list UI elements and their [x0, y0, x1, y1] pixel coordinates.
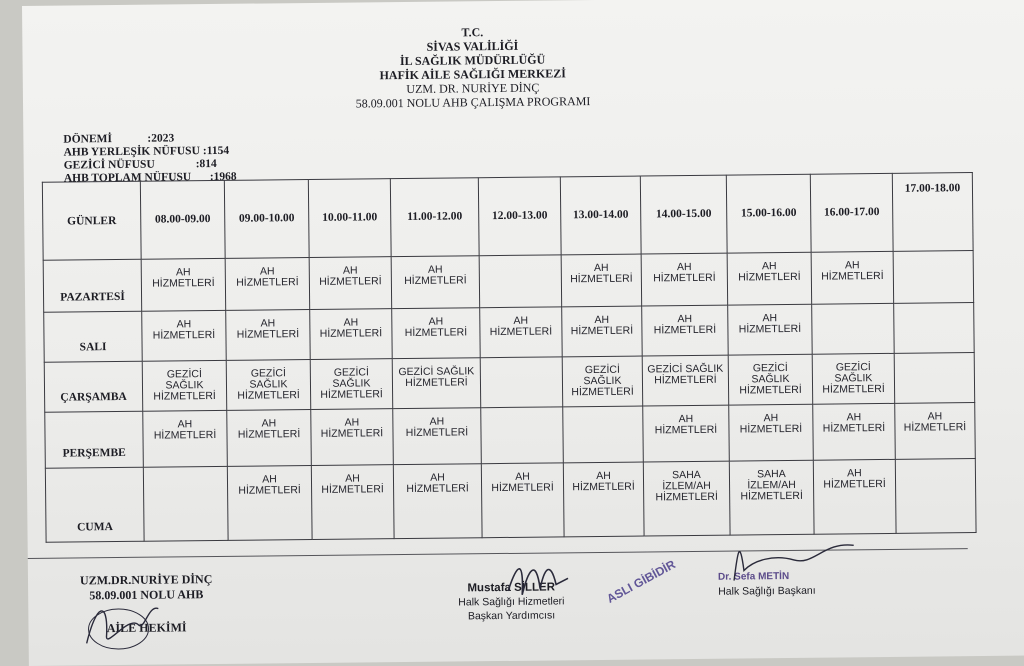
- president-title: Halk Sağlığı Başkanı: [718, 584, 816, 598]
- document-header: [22, 21, 923, 114]
- schedule-cell: AH HİZMETLERİ: [309, 257, 392, 310]
- schedule-cell: AH HİZMETLERİ: [727, 252, 812, 305]
- doctor-title: AİLE HEKİMİ: [106, 620, 187, 636]
- info-label: DÖNEMİ: [63, 133, 113, 146]
- schedule-cell: AH HİZMETLERİ: [311, 409, 394, 466]
- schedule-cell: AH HİZMETLERİ: [393, 464, 482, 539]
- info-value: :814: [195, 157, 217, 171]
- time-slot-header: 13.00-14.00: [560, 176, 641, 255]
- schedule-cell: AH HİZMETLERİ: [225, 258, 310, 311]
- header-mudurluk: İL SAĞLIK MÜDÜRLÜĞÜ: [399, 52, 546, 69]
- time-slot-header: 10.00-11.00: [308, 179, 391, 258]
- schedule-cell: AH HİZMETLERİ: [642, 305, 729, 356]
- day-label: PERŞEMBE: [45, 411, 144, 468]
- schedule-row: [45, 403, 976, 469]
- info-value: :1968: [209, 170, 237, 184]
- time-slot-header: 14.00-15.00: [640, 175, 727, 254]
- schedule-cell: AH HİZMETLERİ: [813, 403, 896, 460]
- deputy-title: Başkan Yardımcısı: [467, 609, 556, 623]
- schedule-cell: [894, 303, 975, 354]
- schedule-cell: AH HİZMETLERİ: [481, 463, 564, 538]
- schedule-cell: AH HİZMETLERİ: [227, 465, 312, 540]
- schedule-cell: AH HİZMETLERİ: [143, 410, 228, 467]
- day-label: ÇARŞAMBA: [44, 361, 143, 412]
- schedule-cell: AH HİZMETLERİ: [562, 306, 643, 357]
- schedule-cell: GEZİCİ SAĞLIK HİZMETLERİ: [392, 358, 481, 409]
- schedule-cell: [895, 459, 976, 534]
- header-asm: HAFİK AİLE SAĞLIĞI MERKEZİ: [379, 66, 566, 83]
- deputy-signature: [498, 550, 589, 611]
- schedule-cell: [812, 303, 895, 354]
- schedule-cell: GEZİCİ SAĞLIK HİZMETLERİ: [728, 354, 813, 405]
- schedule-cell: AH HİZMETLERİ: [227, 409, 312, 466]
- schedule-cell: SAHA İZLEM/AH HİZMETLERİ: [643, 461, 730, 536]
- info-label: AHB YERLEŞİK NÜFUSU: [63, 145, 200, 159]
- schedule-cell: [894, 353, 975, 404]
- president-name: Dr. Sefa METİN: [717, 570, 790, 583]
- doctor-signature: [78, 595, 169, 656]
- days-column-header: GÜNLER: [42, 181, 141, 260]
- time-slot-header: 08.00-09.00: [140, 180, 225, 259]
- schedule-table: [42, 172, 977, 543]
- deputy-name: Mustafa SİLLER: [467, 581, 556, 595]
- deputy-department: Halk Sağlığı Hizmetleri: [458, 595, 565, 609]
- schedule-cell: AH HİZMETLERİ: [392, 308, 481, 359]
- time-slot-header: 17.00-18.00: [892, 173, 973, 252]
- schedule-cell: GEZİCİ SAĞLIK HİZMETLERİ: [226, 360, 311, 411]
- info-value: :2023: [147, 132, 175, 145]
- schedule-cell: [481, 407, 564, 464]
- time-slot-header: 15.00-16.00: [726, 174, 811, 253]
- schedule-cell: GEZİCİ SAĞLIK HİZMETLERİ: [642, 355, 729, 406]
- header-tc: T.C.: [461, 25, 484, 40]
- schedule-cell: GEZİCİ SAĞLIK HİZMETLERİ: [310, 359, 393, 410]
- schedule-cell: AH HİZMETLERİ: [226, 310, 311, 361]
- population-info: [63, 132, 236, 186]
- schedule-cell: AH HİZMETLERİ: [393, 408, 482, 465]
- schedule-cell: AH HİZMETLERİ: [813, 459, 896, 534]
- header-doctor: UZM. DR. NURİYE DİNÇ: [406, 80, 540, 96]
- schedule-cell: AH HİZMETLERİ: [142, 310, 227, 361]
- schedule-cell: AH HİZMETLERİ: [311, 465, 394, 540]
- time-slot-header: 12.00-13.00: [478, 177, 561, 256]
- day-label: PAZARTESİ: [43, 259, 142, 312]
- schedule-cell: GEZİCİ SAĞLIK HİZMETLERİ: [142, 360, 227, 411]
- schedule-cell: [479, 255, 562, 308]
- document-page: [22, 0, 1024, 666]
- schedule-cell: [480, 357, 563, 408]
- schedule-cell: [143, 466, 228, 541]
- doctor-unit: 58.09.001 NOLU AHB: [89, 587, 204, 603]
- certified-copy-stamp: ASLI GİBİDİR: [604, 557, 678, 606]
- schedule-cell: AH HİZMETLERİ: [811, 251, 894, 304]
- day-label: CUMA: [45, 467, 144, 542]
- schedule-cell: AH HİZMETLERİ: [310, 309, 393, 360]
- schedule-cell: SAHA İZLEM/AH HİZMETLERİ: [729, 460, 814, 535]
- schedule-header-row: [42, 173, 973, 261]
- schedule-cell: AH HİZMETLERİ: [141, 258, 226, 311]
- time-slot-header: 16.00-17.00: [810, 173, 893, 252]
- schedule-cell: AH HİZMETLERİ: [563, 462, 644, 537]
- schedule-cell: AH HİZMETLERİ: [729, 404, 814, 461]
- president-signature: [714, 529, 875, 591]
- schedule-cell: AH HİZMETLERİ: [728, 304, 813, 355]
- schedule-cell: AH HİZMETLERİ: [561, 254, 642, 307]
- schedule-cell: [893, 251, 974, 304]
- schedule-cell: GEZİCİ SAĞLIK HİZMETLERİ: [812, 353, 895, 404]
- schedule-cell: AH HİZMETLERİ: [641, 253, 728, 306]
- schedule-cell: AH HİZMETLERİ: [480, 307, 563, 358]
- day-label: SALI: [44, 311, 143, 362]
- info-label: AHB TOPLAM NÜFUSU: [63, 171, 192, 185]
- info-value: :1154: [202, 144, 230, 158]
- doctor-name: UZM.DR.NURİYE DİNÇ: [79, 572, 213, 588]
- header-valilik: SİVAS VALİLİĞİ: [426, 38, 519, 54]
- schedule-cell: GEZİCİ SAĞLIK HİZMETLERİ: [562, 356, 643, 407]
- schedule-cell: [563, 406, 644, 463]
- header-program-title: 58.09.001 NOLU AHB ÇALIŞMA PROGRAMI: [355, 94, 591, 111]
- schedule-cell: AH HİZMETLERİ: [643, 405, 730, 462]
- schedule-cell: AH HİZMETLERİ: [391, 256, 480, 309]
- schedule-cell: AH HİZMETLERİ: [895, 403, 976, 460]
- time-slot-header: 09.00-10.00: [224, 180, 309, 259]
- time-slot-header: 11.00-12.00: [390, 178, 479, 257]
- info-label: GEZİCİ NÜFUSU: [63, 158, 155, 172]
